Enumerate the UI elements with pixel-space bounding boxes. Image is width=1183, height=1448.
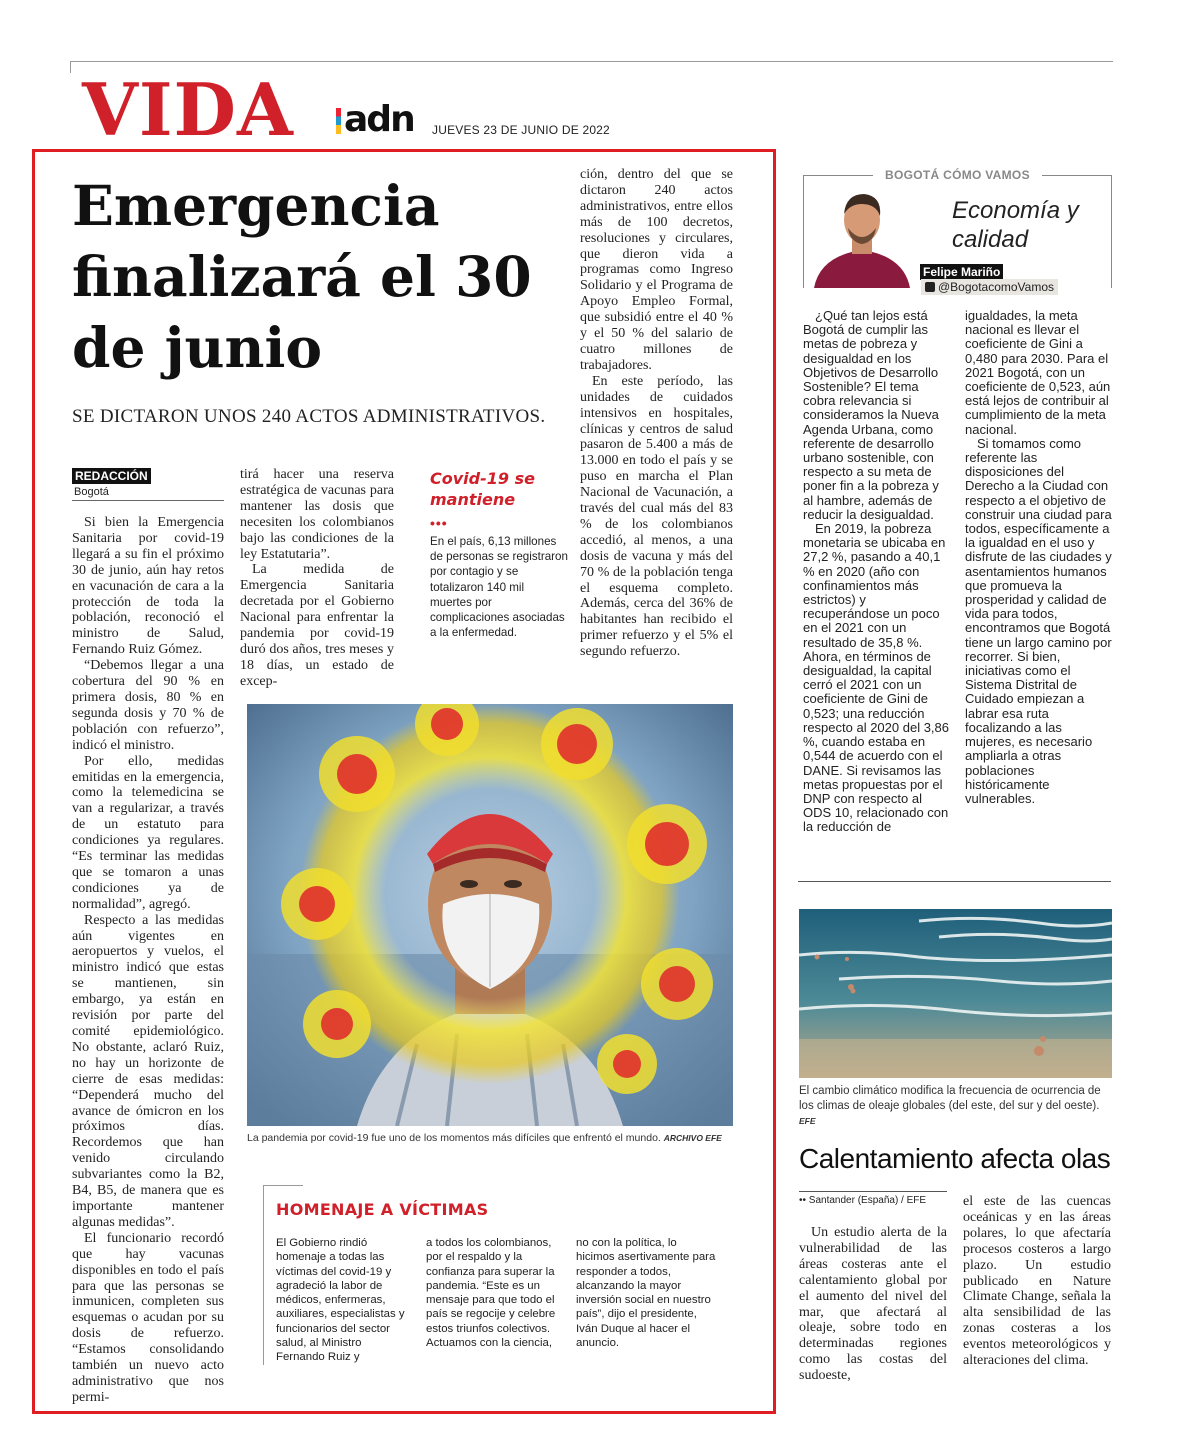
photo-credit: ARCHIVO EFE [663, 1133, 722, 1143]
opinion-rule-top [803, 175, 873, 176]
waves-source: •• Santander (España) / EFE [799, 1195, 927, 1206]
opinion-rule-left [803, 175, 804, 288]
homenaje-rule-left [263, 1185, 264, 1365]
beach-caption-text: El cambio climático modifica la frecuencia de ocurrencia de los climas de oleaje globales (del este, del sur y del oeste). [799, 1085, 1101, 1112]
top-rule [70, 61, 1113, 62]
main-column-2 [240, 467, 394, 690]
paragraph: Un estudio alerta de la vulnerabilidad de las áreas costeras ante el calentamiento global por el aumento del nivel del mar, que afectará al oleaje, sobre todo en determinadas regiones como las costas del sudoeste, [799, 1225, 947, 1384]
homenaje-title: HOMENAJE A VÍCTIMAS [276, 1200, 489, 1219]
main-headline: Emergencia finalizará el 30 de junio [72, 173, 532, 380]
adn-logo: adn [344, 99, 414, 140]
beach-photo-caption [799, 1084, 1114, 1129]
homenaje-column-1: El Gobierno rindió homenaje a todas las víctimas del covid-19 y agradeció la labor de médicos, enfermeras, auxiliares, especialistas y funcionarios del sector salud, al Ministro Fernando Ruiz y [276, 1237, 405, 1364]
opinion-column-2 [965, 309, 1113, 806]
paragraph: El funcionario recordó que hay vacunas disponibles en todo el país para que las personas se inmunicen, completen sus esquemas o acudan por su dosis de refuerzo. “Estamos consolidando también un nuevo acto administrativo que nos permi- [72, 1230, 224, 1405]
sidebar-dots: ••• [430, 515, 448, 531]
logo-color-bar [336, 108, 341, 134]
paragraph: Por ello, medidas emitidas en la emergencia, como la telemedicina se van a regularizar, a través de un estatuto para condiciones ya regulares. “Es terminar las medidas que se tomaron a unas condiciones ya de normalidad”, agregó. [72, 753, 224, 912]
issue-date: JUEVES 23 DE JUNIO DE 2022 [432, 123, 610, 137]
author-photo [806, 184, 918, 288]
paragraph: el este de las cuencas oceánicas y en las áreas polares, lo que afectaría procesos costeros a largo plazo. Un estudio publicado en Nature Climate Change, señala la alta sensibilidad de las zonas costeras a los eventos meteorológicos y alteraciones del clima. [963, 1194, 1111, 1369]
waves-headline: Calentamiento afecta olas [799, 1143, 1111, 1174]
opinion-column-1 [803, 309, 951, 835]
sidebar-text: En el país, 6,13 millones de personas se registraron por contagio y se totalizaron 140 mil muertes por complicaciones asociadas a la enfermedad. [430, 535, 568, 640]
opinion-rule-top [1042, 175, 1112, 176]
author-handle-text: @BogotacomoVamos [938, 280, 1055, 294]
sidebar-title: Covid-19 se mantiene [430, 469, 535, 509]
waves-rule [799, 1191, 947, 1192]
byline-place: Bogotá [74, 486, 109, 498]
main-column-1 [72, 515, 224, 1406]
beach-photo [799, 909, 1112, 1078]
author-handle [921, 279, 1058, 295]
photo-caption [247, 1132, 737, 1144]
opinion-title: Economía y calidad [952, 197, 1079, 253]
top-rule-tick [70, 61, 71, 73]
paragraph: ¿Qué tan lejos está Bogotá de cumplir las metas de pobreza y desigualdad en los Objetivos de Desarrollo Sostenible? El tema cobra relevancia si consideramos la Nueva Agenda Urbana, como referente de desarrollo urbano sostenible, con respecto a su meta de poner fin a la pobreza y al hambre, además de reducir la desigualdad. [803, 308, 939, 522]
opinion-rule-right [1111, 175, 1112, 288]
homenaje-rule-top [263, 1185, 303, 1186]
section-divider [798, 881, 1111, 882]
paragraph: Si bien la Emergencia Sanitaria por covid-19 llegará a su fin el próximo 30 de junio, aún hay retos en vacunación de cara a la protección de toda la población, reconoció el ministro de Salud, Fernando Ruiz Gómez. [72, 515, 224, 658]
author-name: Felipe Mariño [920, 264, 1003, 280]
paragraph: La medida de Emergencia Sanitaria decretada por el Gobierno Nacional para enfrentar la pandemia por covid-19 duró dos años, tres meses y 18 días, un estado de excep- [240, 562, 394, 689]
waves-column-2 [963, 1194, 1111, 1369]
main-column-3 [580, 167, 733, 660]
paragraph: “Debemos llegar a una cobertura del 90 % en primera dosis, 80 % en segunda dosis y 70 % de población con refuerzo”, indicó el ministro. [72, 658, 224, 753]
twitter-icon [925, 282, 935, 292]
byline: REDACCIÓN [72, 468, 151, 484]
beach-photo-image [799, 909, 1112, 1078]
paragraph: Si tomamos como referente las disposiciones del Derecho a la Ciudad con respecto a el objetivo de construir una ciudad para todos, específicamente a la igualdad en el uso y disfrute de las ciudades y asentamientos humanos que promueva la prosperidad y calidad de vida para todos, encontramos que Bogotá tiene un largo camino por recorrer. Si bien, iniciativas como el Sistema Distrital de Cuidado empiezan a labrar esa ruta focalizando a las mujeres, es necesario ampliarla a otras poblaciones históricamente vulnerables. [965, 435, 1112, 806]
opinion-section: BOGOTÁ CÓMO VAMOS [885, 168, 1030, 182]
photo-caption-text: La pandemia por covid-19 fue uno de los momentos más difíciles que enfrentó el mundo. [247, 1132, 661, 1144]
covid-photo-image [247, 704, 733, 1126]
homenaje-column-3: no con la política, lo hicimos asertivamente para responder a todos, alcanzando la mayor inversión social en nuestro país”, dijo el presidente, Iván Duque al hacer el anuncio. [576, 1237, 716, 1350]
paragraph: En 2019, la pobreza monetaria se ubicaba en 27,2 %, pasando a 40,1 % en 2020 (año con confinamientos más estrictos) y recuperándose un poco en el 2021 con un resultado de 35,8 %. Ahora, en términos de desigualdad, la capital cerró el 2021 con un coeficiente de Gini de 0,523; una reducción respecto al 2020 del 3,86 %, cuando estaba en 0,544 de acuerdo con el DANE. Si revisamos las metas propuestas por el DNP con respecto al ODS 10, relacionado con la reducción de [803, 521, 949, 835]
author-photo-image [806, 184, 918, 288]
paragraph: ción, dentro del que se dictaron 240 actos administrativos, entre ellos más de 100 decretos, resoluciones y circulares, que dieron vida a programas como Ingreso Solidario y el Programa de Apoyo Empleo Formal, que subsidió entre el 40 % y el 50 % del salario de cuatro millones de trabajadores. [580, 167, 733, 373]
beach-photo-credit: EFE [799, 1116, 816, 1126]
paragraph: En este período, las unidades de cuidados intensivos en hospitales, clínicas y centros de salud pasaron de 5.400 a más de 13.000 en todo el país y se puso en marcha el Plan Nacional de Vacunación, a través del cual más del 83 % de los colombianos accedió, al menos, a una dosis de vacuna y más del 70 % de la población tenga el esquema completo. Además, cerca del 36% de habitantes han recibido el primer refuerzo y el 5% el segundo refuerzo. [580, 373, 733, 660]
homenaje-column-2: a todos los colombianos, por el respaldo y la confianza para superar la pandemia. “Este es un mensaje para que todo el país se regocije y celebre estos triunfos colectivos. Actuamos con la ciencia, [426, 1237, 556, 1350]
paragraph: igualdades, la meta nacional es llevar el coeficiente de Gini a 0,480 para 2030. Para el 2021 Bogotá, con un coeficiente de 0,523, aún está lejos de contribuir al cumplimiento de la meta nacional. [965, 308, 1111, 437]
paragraph: tirá hacer una reserva estratégica de vacunas para mantener las dosis que necesiten los colombianos bajo las condiciones de la ley Estatutaria”. [240, 467, 394, 562]
section-title: VIDA [82, 67, 294, 152]
main-deck: SE DICTARON UNOS 240 ACTOS ADMINISTRATIVOS. [72, 406, 546, 427]
byline-rule [72, 500, 224, 501]
paragraph: Respecto a las medidas aún vigentes en aeropuertos y vuelos, el ministro indicó que estas se mantienen, sin embargo, ya están en revisión por parte del comité epidemiológico. No obstante, aclaró Ruiz, no hay un horizonte de cierre de esas medidas: “Dependerá mucho del avance de ómicron en los próximos días. Recordemos que han venido circulando subvariantes como la B2, B4, B5, de manera que es importante mantener algunas medidas”. [72, 912, 224, 1230]
waves-column-1 [799, 1225, 947, 1384]
covid-photo [247, 704, 733, 1126]
